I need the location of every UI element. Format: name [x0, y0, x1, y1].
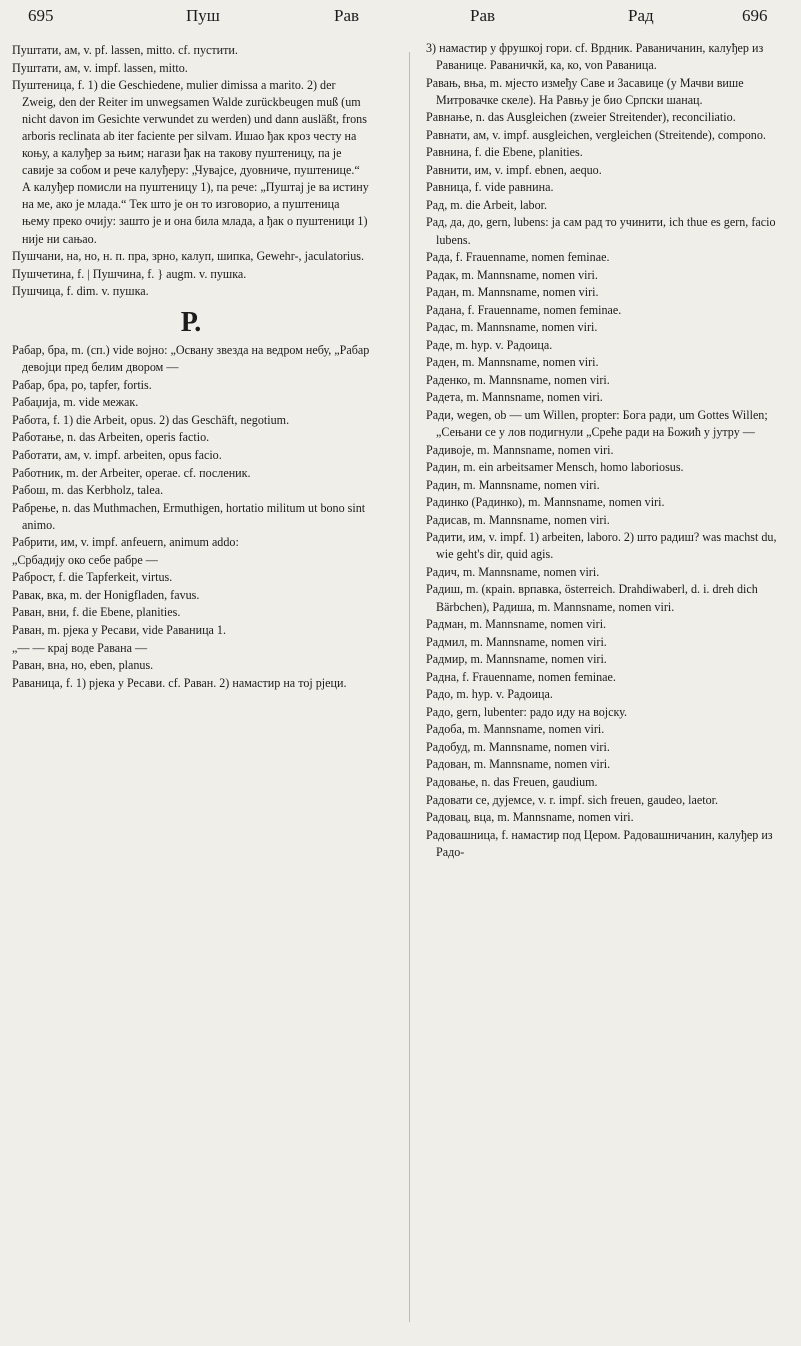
dictionary-entry: Радивоје, m. Mannsname, nomen viri.	[426, 442, 614, 457]
dictionary-entry: Равнина, f. die Ebene, planities.	[426, 145, 583, 160]
dictionary-entry: Рад, m. die Arbeit, labor.	[426, 197, 548, 212]
dictionary-entry: Рабош, m. das Kerbholz, talea.	[12, 483, 164, 498]
dictionary-entry: Радин, m. ein arbeitsamer Mensch, homo laboriosus.	[426, 460, 684, 475]
dictionary-entry: Раде, m. hyp. v. Радоица.	[426, 337, 553, 352]
dictionary-entry: Радобуд, m. Mannsname, nomen viri.	[426, 739, 610, 754]
dictionary-entry: Радиш, m. (крain. врпавка, österreich. Drahdiwaberl, d. i. dreh dich Bärbchen), Радиша, m. Mannsname, nomen viri.	[426, 582, 758, 614]
dictionary-entry: Радоба, m. Mannsname, nomen viri.	[426, 722, 605, 737]
dictionary-entry: Радо, m. hyp. v. Радоица.	[426, 687, 553, 702]
dictionary-entry: Рабар, бра, m. (сп.) vide војно: „Освану звезда на ведром небу, „Рабар девојци пред белим двором —	[12, 343, 370, 375]
left-column	[12, 42, 370, 692]
running-head-left-1: Пуш	[186, 6, 220, 25]
dictionary-entry: Равница, f. vide равнина.	[426, 180, 554, 195]
column-divider	[409, 52, 410, 1322]
dictionary-entry: Равањ, вња, m. мјесто између Саве и Засавице (у Мачви више Митровачке скеле). На Равњу је био Српски шанац.	[426, 75, 744, 107]
dictionary-entry: Раван, вни, f. die Ebene, planities.	[12, 605, 181, 620]
section-letter: Р.	[180, 307, 202, 339]
right-column	[426, 40, 792, 861]
dictionary-entry: Радак, m. Mannsname, nomen viri.	[426, 267, 598, 282]
dictionary-entry: Радисав, m. Mannsname, nomen viri.	[426, 512, 610, 527]
running-head-right-2: Рад	[628, 6, 654, 25]
dictionary-entry: Радас, m. Mannsname, nomen viri.	[426, 320, 598, 335]
dictionary-entry: Радовати се, дујемсе, v. r. impf. sich freuen, gaudeo, laetor.	[426, 792, 719, 807]
dictionary-entry: Работа, f. 1) die Arbeit, opus. 2) das Geschäft, negotium.	[12, 412, 290, 427]
dictionary-entry: Пушчица, f. dim. v. пушка.	[12, 284, 149, 299]
dictionary-entry: Работати, ам, v. impf. arbeiten, opus facio.	[12, 447, 222, 462]
dictionary-entry: Рад, да, до, gern, lubens: ја сам рад то учинити, ich thue es gern, facio lubens.	[426, 215, 776, 247]
dictionary-entry: Равнати, ам, v. impf. ausgleichen, vergleichen (Streitende), compono.	[426, 127, 766, 142]
dictionary-entry: Раван, m. рјека у Ресави, vide Раваница 1.	[12, 622, 226, 637]
dictionary-entry: Равак, вка, m. der Honigfladen, favus.	[12, 587, 200, 602]
dictionary-entry: Радин, m. Mannsname, nomen viri.	[426, 477, 600, 492]
dictionary-entry: Радна, f. Frauenname, nomen feminae.	[426, 669, 616, 684]
dictionary-entry: 3) намастир у фрушкој гори. cf. Врдник. Раваничанин, калуђер из Раванице. Раваничкй, ка, ко, von Раваница.	[426, 41, 764, 73]
dictionary-entry: Радити, им, v. impf. 1) arbeiten, laboro. 2) што радиш? was machst du, wie geht's dir, quid agis.	[426, 530, 777, 562]
dictionary-entry: Рабар, бра, ро, tapfer, fortis.	[12, 377, 152, 392]
dictionary-entry: Раван, вна, но, eben, planus.	[12, 658, 154, 673]
dictionary-entry: Пуштати, ам, v. impf. lassen, mitto.	[12, 60, 188, 75]
dictionary-entry: Пушчани, на, но, н. п. пра, зрно, калуп, шипка, Gewehr-, jaculatorius.	[12, 249, 365, 264]
page-number-right: 696	[742, 6, 768, 25]
dictionary-entry: Радана, f. Frauenname, nomen feminae.	[426, 302, 622, 317]
dictionary-entry: Радо, gern, lubenter: радо иду на војску.	[426, 704, 628, 719]
page-number-left: 695	[28, 6, 54, 25]
dictionary-entry: Раденко, m. Mannsname, nomen viri.	[426, 372, 610, 387]
dictionary-entry: Радман, m. Mannsname, nomen viri.	[426, 617, 607, 632]
dictionary-entry: Радовашница, f. намастир под Цером. Радовашничанин, калуђер из Радо-	[426, 827, 773, 859]
dictionary-entry: Работник, m. der Arbeiter, operae. cf. посленик.	[12, 465, 251, 480]
dictionary-entry: Работање, n. das Arbeiten, operis factio.	[12, 430, 210, 445]
dictionary-entry: „— — крај воде Равана —	[12, 640, 148, 655]
dictionary-entry: Радета, m. Mannsname, nomen viri.	[426, 390, 603, 405]
dictionary-entry: Рабрити, им, v. impf. anfeuern, animum addo:	[12, 535, 239, 550]
dictionary-entry: Раброст, f. die Tapferkeit, virtus.	[12, 570, 173, 585]
dictionary-entry: Равнити, им, v. impf. ebnen, aequo.	[426, 162, 602, 177]
dictionary-entry: Рада, f. Frauenname, nomen feminae.	[426, 250, 610, 265]
left-entries-r	[12, 342, 370, 691]
dictionary-entry: Радован, m. Mannsname, nomen viri.	[426, 757, 611, 772]
running-head-left-2: Рав	[334, 6, 360, 25]
dictionary-entry: Равнање, n. das Ausgleichen (zweier Streitender), reconciliatio.	[426, 110, 736, 125]
dictionary-entry: Раваница, f. 1) рјека у Ресави. cf. Раван. 2) намастир на тој рјеци.	[12, 675, 347, 690]
dictionary-entry: Радич, m. Mannsname, nomen viri.	[426, 564, 600, 579]
dictionary-entry: Радовац, вца, m. Mannsname, nomen viri.	[426, 810, 634, 825]
dictionary-entry: Пуштати, ам, v. pf. lassen, mitto. cf. пустити.	[12, 43, 238, 57]
dictionary-entry: Пушчетина, f. | Пушчина, f. } augm. v. пушка.	[12, 266, 247, 281]
running-head-right-1: Рав	[470, 6, 496, 25]
dictionary-entry: Радинко (Радинко), m. Mannsname, nomen viri.	[426, 495, 665, 510]
dictionary-entry: Радовање, n. das Freuen, gaudium.	[426, 774, 598, 789]
dictionary-entry: Раден, m. Mannsname, nomen viri.	[426, 355, 599, 370]
dictionary-entry: Рабаџија, m. vide межак.	[12, 395, 139, 410]
dictionary-entry: Радмир, m. Mannsname, nomen viri.	[426, 652, 607, 667]
dictionary-entry: Радмил, m. Mannsname, nomen viri.	[426, 634, 607, 649]
dictionary-entry: Рабрење, n. das Muthmachen, Ermuthigen, hortatio militum ut bono sint animo.	[12, 500, 366, 532]
left-entries	[12, 42, 370, 300]
dictionary-entry: Пуштеница, f. 1) die Geschiedene, mulier dimissa a marito. 2) der Zweig, den der Reiter im unwegsamen Walde zurückbeugen muß (um nicht davon im Gesichte verwundet zu werden) und dann ausläßt, frons arboris reclinata ab iter faciente per silvam. Ишао ђак кроз честу на коњу, а калуђер за њим; нагази ђак на такову пуштеницу, па је савије за собом и рече калуђеру: „Чувајсе, дуовниче, пуштенице.“ А калуђер помисли на пуштеницу 1), па рече: „Пуштај је ва истину на ме, ако је млада.“ Тек што је он то изговорио, а пуштеница њему преко очију: зашто је и она била млада, а ђак о пуштеници 1) није ни сањао.	[12, 78, 369, 246]
dictionary-entry: Радан, m. Mannsname, nomen viri.	[426, 285, 599, 300]
dictionary-entry: „Србадију око себе рабре —	[12, 552, 158, 567]
dictionary-entry: Ради, wegen, ob — um Willen, propter: Бога ради, um Gottes Willen; „Сењани се у лов подигнули „Среће ради на Божић у јутру —	[426, 407, 768, 440]
